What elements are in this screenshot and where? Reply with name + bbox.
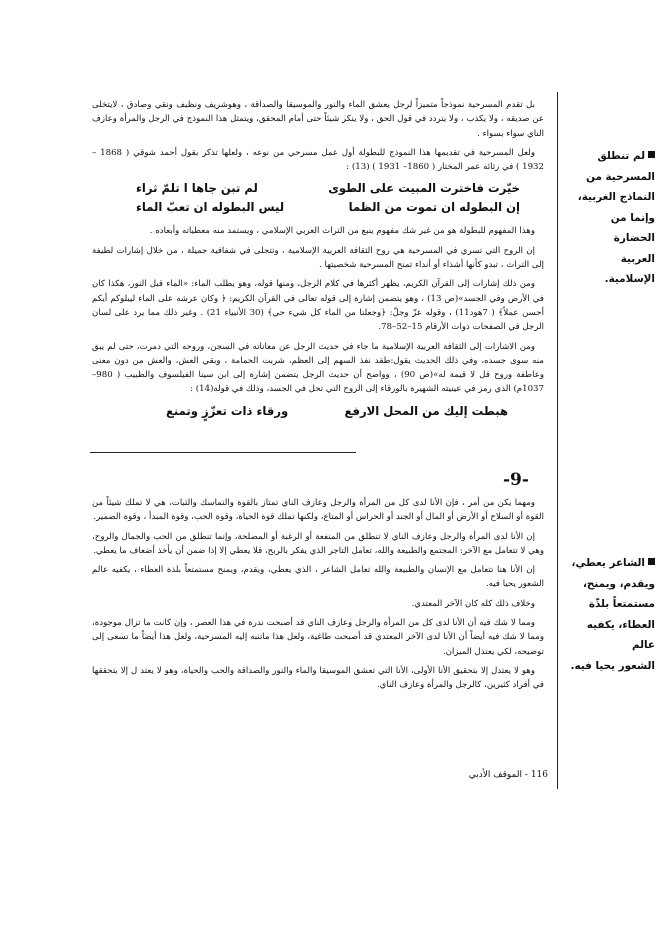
pull-quote-line: وإنما من الحضارة <box>610 211 655 244</box>
paragraph: إن الأنا هنا تتعامل مع الإنسان والطبيعة والله تعامل الشاعر ، الذي يعطي، ويقدم، ويمنح مستمتعاً بلذة العطاء ، يكفيه عالم الشعور يحيا فيه. <box>92 565 544 590</box>
pull-quote-line: المسرحية من <box>586 170 655 183</box>
paragraph: وخلاف ذلك كله كان الآخر المعتدي. <box>411 598 535 609</box>
hemistich-second: ليس البطوله ان تعبّ الماء <box>136 200 285 215</box>
footer-separator: - <box>524 770 528 780</box>
poem-verse-line <box>92 198 544 217</box>
poem-verse-line <box>92 179 544 198</box>
pull-quote-line: العطاء، يكفيه عالم <box>586 618 655 651</box>
paragraph: ومهما يكن من أمر ، فإن الأنا لدى كل من المرأة والرجل وعازف الناي تمتاز بالقوة والتماسك والثبات، هي لا تملك شيئاً من القوة أو السلاح أو الأرض أو المال أو الجند أو الحراس أو المتاع، ولكنها تملك قوة الحياة، وقوة الحب، وقوة المبدأ ، وقوة الضمير. <box>92 498 544 523</box>
hemistich-first: خيّرت فاخترت المبيت على الطوى <box>328 181 520 196</box>
pull-quote-line: مستمتعاً بلذّة <box>588 598 655 610</box>
paragraph: إن الروح التي تسري في المسرحية هي روح الثقافة العربية الإسلامية ، وتتجلى في شفافية جميلة ، من خلال إشارات لطيفة إلى التراث ، تبدو كأنها أشذاء أو أنداء تمنح المسرحية شخصيتها . <box>92 245 544 271</box>
section-divider-mark: -9- <box>503 470 529 490</box>
hemistich-second: لم تبن جاها ا تلمّ ثراء <box>136 181 258 196</box>
square-bullet-icon <box>648 151 655 158</box>
square-bullet-icon <box>648 558 655 565</box>
paragraph: ومما لا شك فيه أن الأنا لدى كل من المرأة والرجل وعازف الناي قد أصبحت ندرة في هذا العصر ، وإن كانت ما تزال موجودة، ومما لا شك فيه أيضاً أن الأنا لدى الآخر المعتدي قد أصبحت طاغية، ولعل هذا ماتنبه إليه المسرحية، ولعل هذا أيضاً ما تسعى إلى توضيحه، لكي يعتدل الميزان. <box>92 618 544 657</box>
paragraph: إن الأنا لدى المرأة والرجل وعازف الناي لا تنطلق من المنفعة أو الرغبة أو المصلحة، وإنما تنطلق من الحب والجمال والروح، وهي لا تتعامل مع الآخر: المجتمع والطبيعة والله، تعامل التاجر الذي يفكر بالربح، فلا يعطي إلا إذا ضمن أن يأخذ أضعاف ما يعطي. <box>92 531 544 556</box>
pull-quote-line: لم تنطلق <box>597 150 645 162</box>
column-rule <box>557 92 558 789</box>
body-text-section-2 <box>92 496 544 698</box>
page-footer <box>458 770 548 780</box>
page-number: 116 <box>530 770 548 780</box>
hemistich-second: ورقاء ذات تعزّزٍ وتمنع <box>166 403 289 418</box>
paragraph: وهذا المفهوم للبطولة هو من غير شك مفهوم ينبع من التراث العربي الإسلامي ، ويستمد منه معطياته وأبعاده . <box>149 226 535 237</box>
paragraph: وهو لا يعتدل إلا بتحقيق الأنا الأولى، الأنا التي تعشق الموسيقا والماء والنور والصداقة والحب والحياة، وهو لا يعتد ل إلا بتحققها في أفراد كثيرين، كالرجل والمرأة وعازف الناي. <box>92 665 544 691</box>
pull-quote-line: الشاعر يعطي، <box>571 557 645 569</box>
publication-name: الموقف الأدبي <box>468 770 523 780</box>
hemistich-first: هبطت إليك من المحل الارفع <box>344 403 508 418</box>
pull-quote-top <box>568 146 655 290</box>
pull-quote-line: ويقدم، ويمنح، <box>582 577 655 590</box>
section-divider-line <box>90 452 356 453</box>
pull-quote-line: الشعور يحيا فيه. <box>570 659 655 672</box>
body-text-section-1 <box>92 98 544 421</box>
paragraph: ولعل المسرحية في تقديمها هذا النموذج للبطولة أول عمل مسرحي من نوعه ، ولعلها تذكر بقول أحمد شوقي ( 1868 – 1932 ) في رثائه عمر المختار ( 1860– 1931 ) (13) : <box>92 147 544 173</box>
pull-quote-line: العربية الإسلامية. <box>604 252 655 285</box>
paragraph: بل تقدم المسرحية نموذجاً متميزاً لرجل يعشق الماء والنور والموسيقا والصداقة ، وهوشريف ونظيف ونقي وصادق ، لايتخلى عن صديقه ، ولا يكذب ، ولا يتردد في قول الحق ، ولا ينكر شيئاً حتى أمام المحقق، ويتمثل هذا النموذج في الرجل والمرأة وعازف الناي سواء بسواء . <box>92 100 544 139</box>
hemistich-first: إن البطوله ان تموت من الظما <box>348 200 520 215</box>
paragraph: ومن ذلك إشارات إلى القرآن الكريم، يظهر أكثرها في كلام الرجل، ومنها قوله، وهو يطلب الماء: «الماء قبل النور، هكذا كان في الأرض وفي الجسد»(ص 13) ، وهو يتضمن إشارة إلى قوله تعالى في القرآن الكريم: ﴿ وكان عرشه على الماء ليبلوكم أيكم أحسن عملاً﴾ ( 7هود11) ، وقوله عزّ وجلّ: ﴿وجعلنا من الماء كل شيء حي﴾ (30 الأنبياء 21) . وغير ذلك مما يرد على لسان الرجل في الصفحات ذوات الأرقام 15–52–78. <box>92 279 544 333</box>
poem-verses-shawqi <box>92 179 544 217</box>
pull-quote-line: النماذج الغربية، <box>577 191 655 203</box>
paragraph: ومن الاشارات إلى الثقافة العربية الإسلامية ما جاء في حديث الرجل عن معاناته في السجن، وروحه التي دمرت، حتى لم يبق منه سوى جسده، وفي ذلك الحديث يقول:طقد نفذ السهم إلى العظم، شربت الحمامة ، وبقي العش، والعش من دون معنى وعاطفة وروح قل لا قيمة له»(ص 90) ، وواضح أن حديث الرجل يتضمن إشارة إلى ابن سينا الفيلسوف والطبيب ( 980– 1037م) الذي رمز في عينيته الشهيرة بالورقاء إلى الروح التي تحل في الجسد، وذلك في قوله(14) : <box>92 341 544 395</box>
poem-verse-ibn-sina <box>92 402 544 421</box>
pull-quote-bottom <box>568 553 655 676</box>
